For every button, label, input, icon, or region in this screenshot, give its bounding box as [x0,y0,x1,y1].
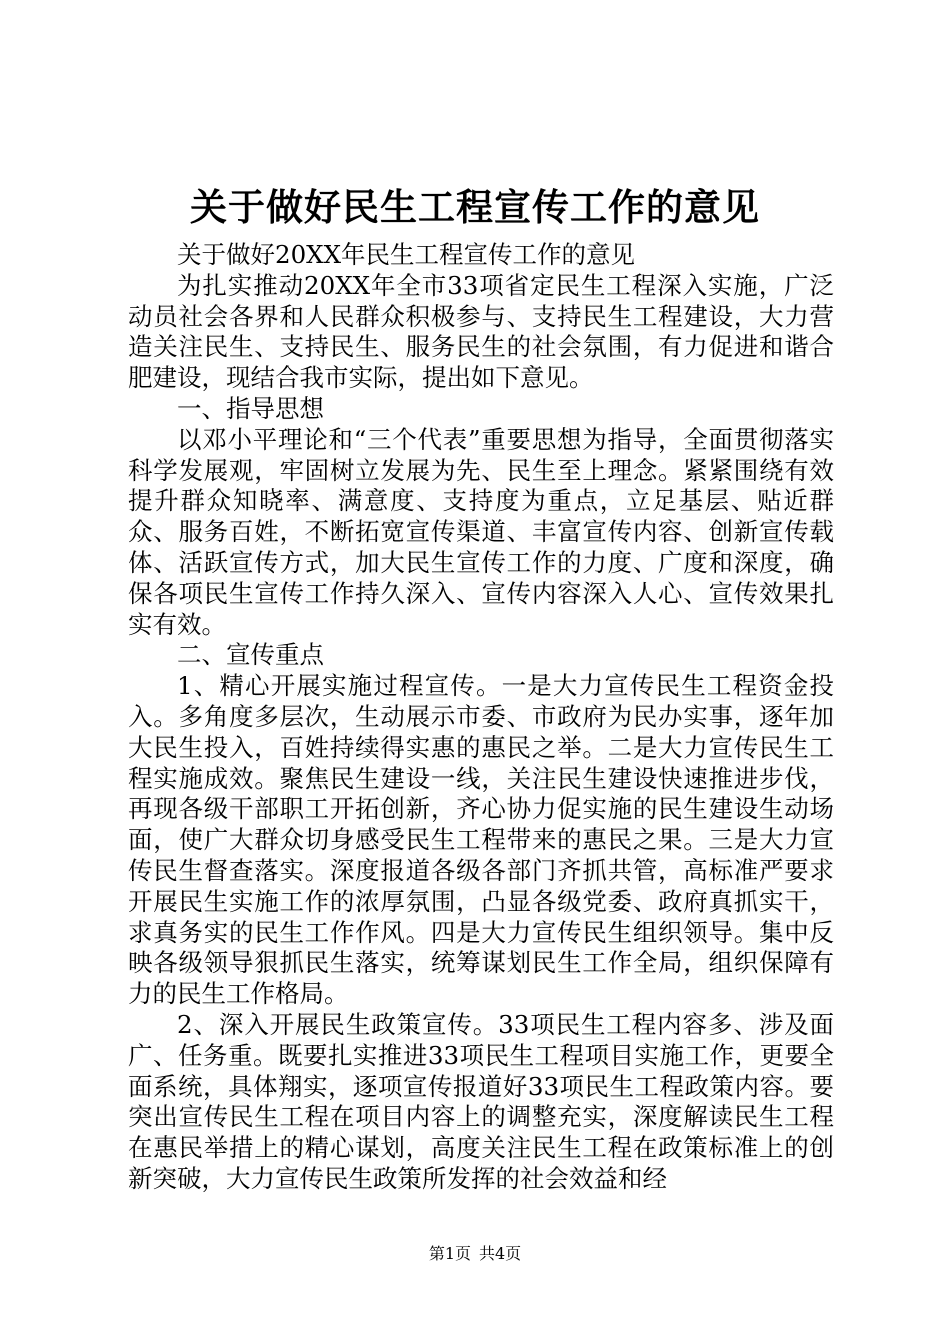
document-body [128,240,834,1195]
guiding-thought-paragraph: 以邓小平理论和“三个代表”重要思想为指导，全面贯彻落实科学发展观，牢固树立发展为先、民生至上理念。紧紧围绕有效提升群众知晓率、满意度、支持度为重点，立足基层、贴近群众、服务百姓，不断拓宽宣传渠道、丰富宣传内容、创新宣传载体、活跃宣传方式，加大民生宣传工作的力度、广度和深度，确保各项民生宣传工作持久深入、宣传内容深入人心、宣传效果扎实有效。 [128,424,834,639]
page-number: 第1页 [428,1244,471,1263]
page-footer [0,1243,950,1265]
total-pages: 共4页 [479,1244,522,1263]
publicity-item-2-paragraph: 2、深入开展民生政策宣传。33项民生工程内容多、涉及面广、任务重。既要扎实推进33项民生工程项目实施工作，更要全面系统，具体翔实，逐项宣传报道好33项民生工程政策内容。要突出宣传民生工程在项目内容上的调整充实，深度解读民生工程在惠民举措上的精心谋划，高度关注民生工程在政策标准上的创新突破，大力宣传民生政策所发挥的社会效益和经 [128,1009,834,1193]
intro-paragraph: 为扎实推动20XX年全市33项省定民生工程深入实施，广泛动员社会各界和人民群众积极参与、支持民生工程建设，大力营造关注民生、支持民生、服务民生的社会氛围，有力促进和谐合肥建设，现结合我市实际，提出如下意见。 [128,270,834,393]
subtitle-paragraph: 关于做好20XX年民生工程宣传工作的意见 [177,240,636,269]
publicity-item-1-paragraph: 1、精心开展实施过程宣传。一是大力宣传民生工程资金投入。多角度多层次，生动展示市委、市政府为民办实事，逐年加大民生投入，百姓持续得实惠的惠民之举。二是大力宣传民生工程实施成效。聚焦民生建设一线，关注民生建设快速推进步伐，再现各级干部职工开拓创新，齐心协力促实施的民生建设生动场面，使广大群众切身感受民生工程带来的惠民之果。三是大力宣传民生督查落实。深度报道各级各部门齐抓共管，高标准严要求开展民生实施工作的浓厚氛围，凸显各级党委、政府真抓实干，求真务实的民生工作作风。四是大力宣传民生组织领导。集中反映各级领导狠抓民生落实，统筹谋划民生工作全局，组织保障有力的民生工作格局。 [128,671,834,1009]
section-heading-guiding-thought: 一、指导思想 [177,393,324,423]
section-heading-publicity-focus: 二、宣传重点 [177,640,324,670]
document-title: 关于做好民生工程宣传工作的意见 [190,185,760,229]
